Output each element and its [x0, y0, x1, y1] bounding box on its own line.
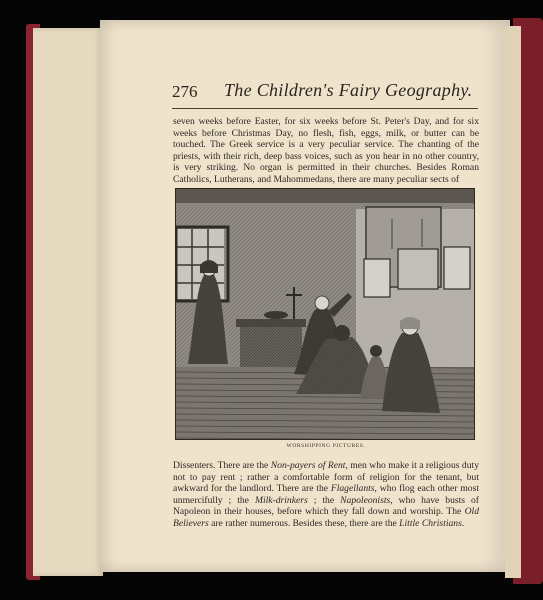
paragraph-top: seven weeks before Easter, for six weeks before St. Peter's Day, and for six weeks before Christmas Day, no flesh, fish, eggs, milk, or butter can be touched. The Greek service is a very peculiar service. The chanting of the priests, with their rich, deep bass voices, such as you hear in no other country, is very striking. No organ is permitted in their churches. Besides Roman Catholics, Lutherans, and Mahommedans, there are many peculiar sects of [173, 116, 479, 185]
term-old-believers: Old Believers [173, 506, 479, 529]
engraving-drawing [176, 189, 474, 439]
term-milk-drinkers: Milk-drinkers [254, 494, 308, 506]
page-stack-left [33, 28, 103, 576]
term-little-christians: Little Christians [399, 517, 462, 529]
text-run: , men who make it a religious duty not to pay rent ; rather a comfortable form of religion for the tenant, but awkward for the landlord. There are the [173, 460, 479, 495]
page-stack-right [505, 26, 521, 578]
text-run: , who flog each other most unmercifully ; the [173, 483, 479, 506]
illustration-worshipping-pictures [175, 188, 475, 440]
text-run: Dissenters. There are the [173, 460, 271, 471]
illustration-caption: WORSHIPPING PICTURES. [286, 443, 366, 449]
term-flagellants: Flagellants [330, 483, 375, 495]
paragraph-bottom [173, 460, 479, 530]
page-number: 276 [172, 82, 198, 101]
page-header [172, 80, 478, 108]
running-title: The Children's Fairy Geography. [224, 80, 473, 100]
text-run: ; the [307, 494, 341, 506]
text-run: . [461, 517, 465, 529]
header-rule [172, 108, 478, 109]
text-run: are rather numerous. Besides these, there are the [208, 517, 400, 529]
term-non-payers-of-rent: Non-payers of Rent [270, 460, 346, 471]
text-run: , who have busts of Napoleon in their houses, before which they fall down and worship. The [173, 494, 479, 518]
term-napoleonists: Napoleonists [340, 494, 391, 506]
